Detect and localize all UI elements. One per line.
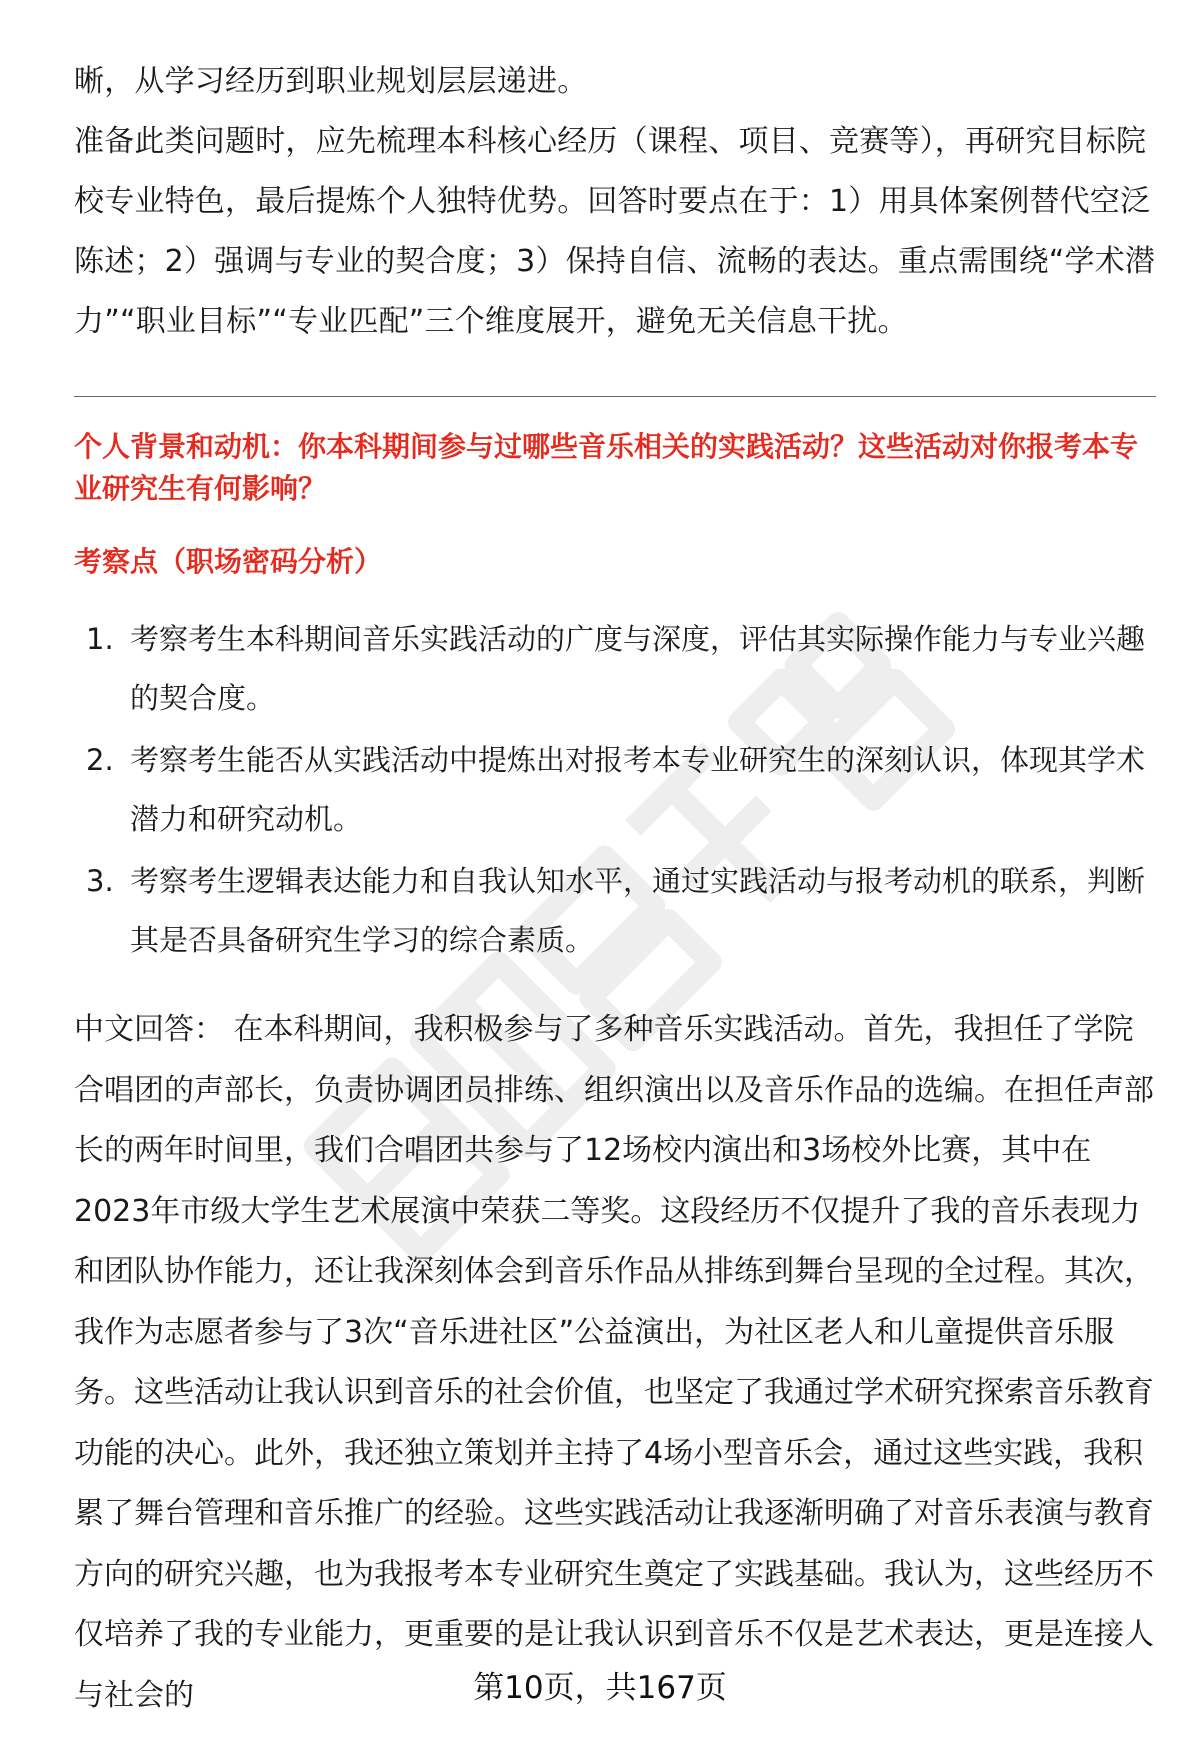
question-title: 个人背景和动机：你本科期间参与过哪些音乐相关的实践活动？这些活动对你报考本专业研究生有何影响？: [74, 430, 1139, 505]
list-item-number: 3.: [86, 864, 114, 898]
list-item-text: 考察考生逻辑表达能力和自我认知水平，通过实践活动与报考动机的联系，判断其是否具备研究生学习的综合素质。: [130, 864, 1146, 957]
section-divider: [74, 396, 1156, 397]
list-item-number: 2.: [86, 743, 114, 777]
assessment-points-list: [74, 610, 1156, 973]
list-item-text: 考察考生本科期间音乐实践活动的广度与深度，评估其实际操作能力与专业兴趣的契合度。: [130, 622, 1146, 715]
page-number: 第10页，共167页: [473, 1670, 727, 1706]
intro-paragraph-1: 晰，从学习经历到职业规划层层递进。: [74, 64, 588, 99]
intro-section: [74, 52, 1156, 352]
list-item-number: 1.: [86, 622, 114, 656]
answer-paragraph: 中文回答： 在本科期间，我积极参与了多种音乐实践活动。首先，我担任了学院合唱团的声部长，负责协调团员排练、组织演出以及音乐作品的选编。在担任声部长的两年时间里，我们合唱团共参与了12场校内演出和3场校外比赛，其中在2023年市级大学生艺术展演中荣获二等奖。这段经历不仅提升了我的音乐表现力和团队协作能力，还让我深刻体会到音乐作品从排练到舞台呈现的全过程。其次，我作为志愿者参与了3次“音乐进社区”公益演出，为社区老人和儿童提供音乐服务。这些活动让我认识到音乐的社会价值，也坚定了我通过学术研究探索音乐教育功能的决心。此外，我还独立策划并主持了4场小型音乐会，通过这些实践，我积累了舞台管理和音乐推广的经验。这些实践活动让我逐渐明确了对音乐表演与教育方向的研究兴趣，也为我报考本专业研究生奠定了实践基础。我认为，这些经历不仅培养了我的专业能力，更重要的是让我认识到音乐不仅是艺术表达，更是连接人与社会的: [74, 1012, 1154, 1713]
list-item: [74, 731, 1156, 849]
list-item-text: 考察考生能否从实践活动中提炼出对报考本专业研究生的深刻认识，体现其学术潜力和研究动机。: [130, 743, 1146, 836]
list-item: [74, 852, 1156, 970]
intro-paragraph-2: 准备此类问题时，应先梳理本科核心经历（课程、项目、竞赛等），再研究目标院校专业特色，最后提炼个人独特优势。回答时要点在于：1）用具体案例替代空泛陈述；2）强调与专业的契合度；3）保持自信、流畅的表达。重点需围绕“学术潜力”“职业目标”“专业匹配”三个维度展开，避免无关信息干扰。: [74, 124, 1156, 339]
list-item: [74, 610, 1156, 728]
question-subhead: 考察点（职场密码分析）: [74, 545, 383, 578]
